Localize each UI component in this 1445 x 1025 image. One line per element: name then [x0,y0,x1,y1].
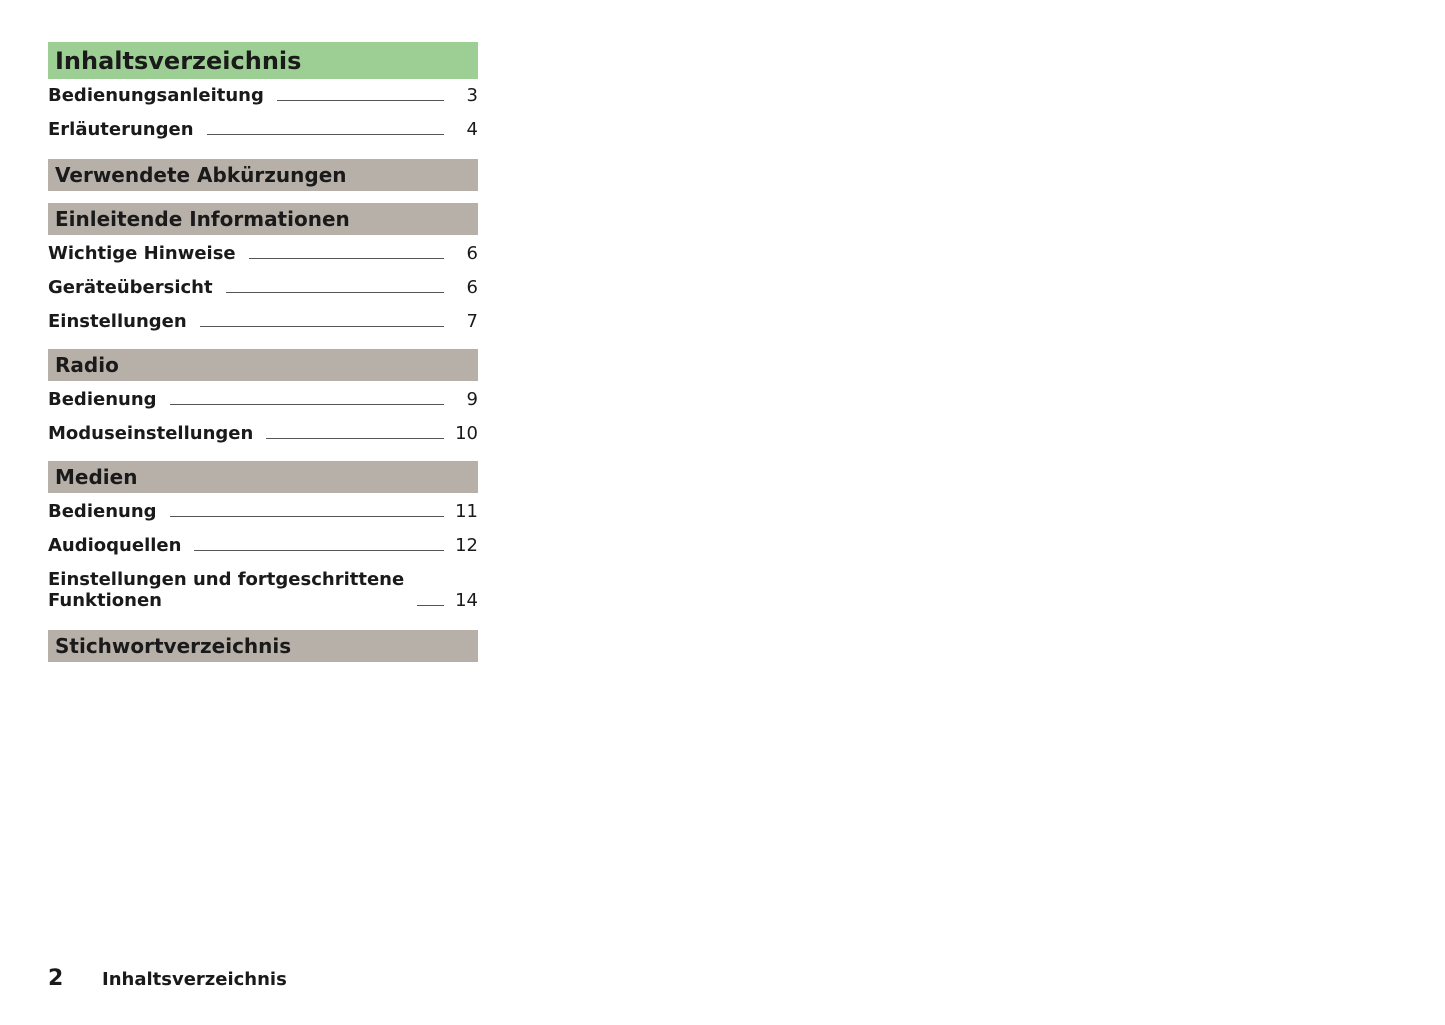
toc-entry-page: 6 [466,243,478,264]
toc-entry-label: Wichtige Hinweise [48,243,236,264]
leader-line [417,604,444,606]
leader-line [266,437,444,439]
footer-page-number: 2 [48,966,64,991]
toc-entry-page: 9 [466,389,478,410]
leader-line [207,133,444,135]
leader-line [170,515,444,517]
toc-entry-label-line1: Einstellungen und fortgeschrittene [48,569,405,590]
toc-entry[interactable] [48,529,478,563]
toc-entry-label: Geräteübersicht [48,277,213,298]
toc-entry[interactable] [48,563,478,618]
toc-entry-label: Erläuterungen [48,119,194,140]
page-footer [48,966,287,991]
spacer [48,451,478,461]
toc-entry-label: Bedienungsanleitung [48,85,264,106]
leader-line [277,99,444,101]
toc-entry[interactable] [48,493,478,529]
toc-entry-page: 14 [455,590,478,611]
section-heading-einleitende-informationen[interactable]: Einleitende Informationen [48,203,478,235]
leader-line [249,257,444,259]
toc-entry-label: Bedienung [48,501,157,522]
section-heading-stichwortverzeichnis[interactable]: Stichwortverzeichnis [48,630,478,662]
section-heading-abkuerzungen[interactable]: Verwendete Abkürzungen [48,159,478,191]
toc-entry-label: Bedienung [48,389,157,410]
toc-entry-page: 6 [466,277,478,298]
toc-entry-page: 10 [455,423,478,444]
toc-entry-label-line2: Funktionen [48,590,162,611]
toc-entry[interactable] [48,79,478,113]
toc-entry[interactable] [48,417,478,451]
spacer [48,339,478,349]
leader-line [170,403,444,405]
toc-entry[interactable] [48,381,478,417]
toc-title: Inhaltsverzeichnis [48,42,478,79]
section-heading-radio[interactable]: Radio [48,349,478,381]
toc-entry-page: 11 [455,501,478,522]
spacer [48,147,478,159]
table-of-contents [48,42,478,662]
leader-line [200,325,444,327]
toc-entry-page: 3 [466,85,478,106]
section-heading-medien[interactable]: Medien [48,461,478,493]
toc-entry-page: 4 [466,119,478,140]
toc-entry[interactable] [48,113,478,147]
toc-entry-label [48,569,404,611]
toc-entry[interactable] [48,271,478,305]
toc-entry-label: Audioquellen [48,535,182,556]
toc-entry-label: Moduseinstellungen [48,423,254,444]
toc-entry[interactable] [48,235,478,271]
toc-entry-label: Einstellungen [48,311,187,332]
leader-line [194,549,444,551]
leader-line [226,291,444,293]
spacer [48,618,478,630]
toc-entry[interactable] [48,305,478,339]
footer-title: Inhaltsverzeichnis [102,969,287,990]
toc-entry-page: 7 [466,311,478,332]
spacer [48,191,478,203]
toc-entry-page: 12 [455,535,478,556]
